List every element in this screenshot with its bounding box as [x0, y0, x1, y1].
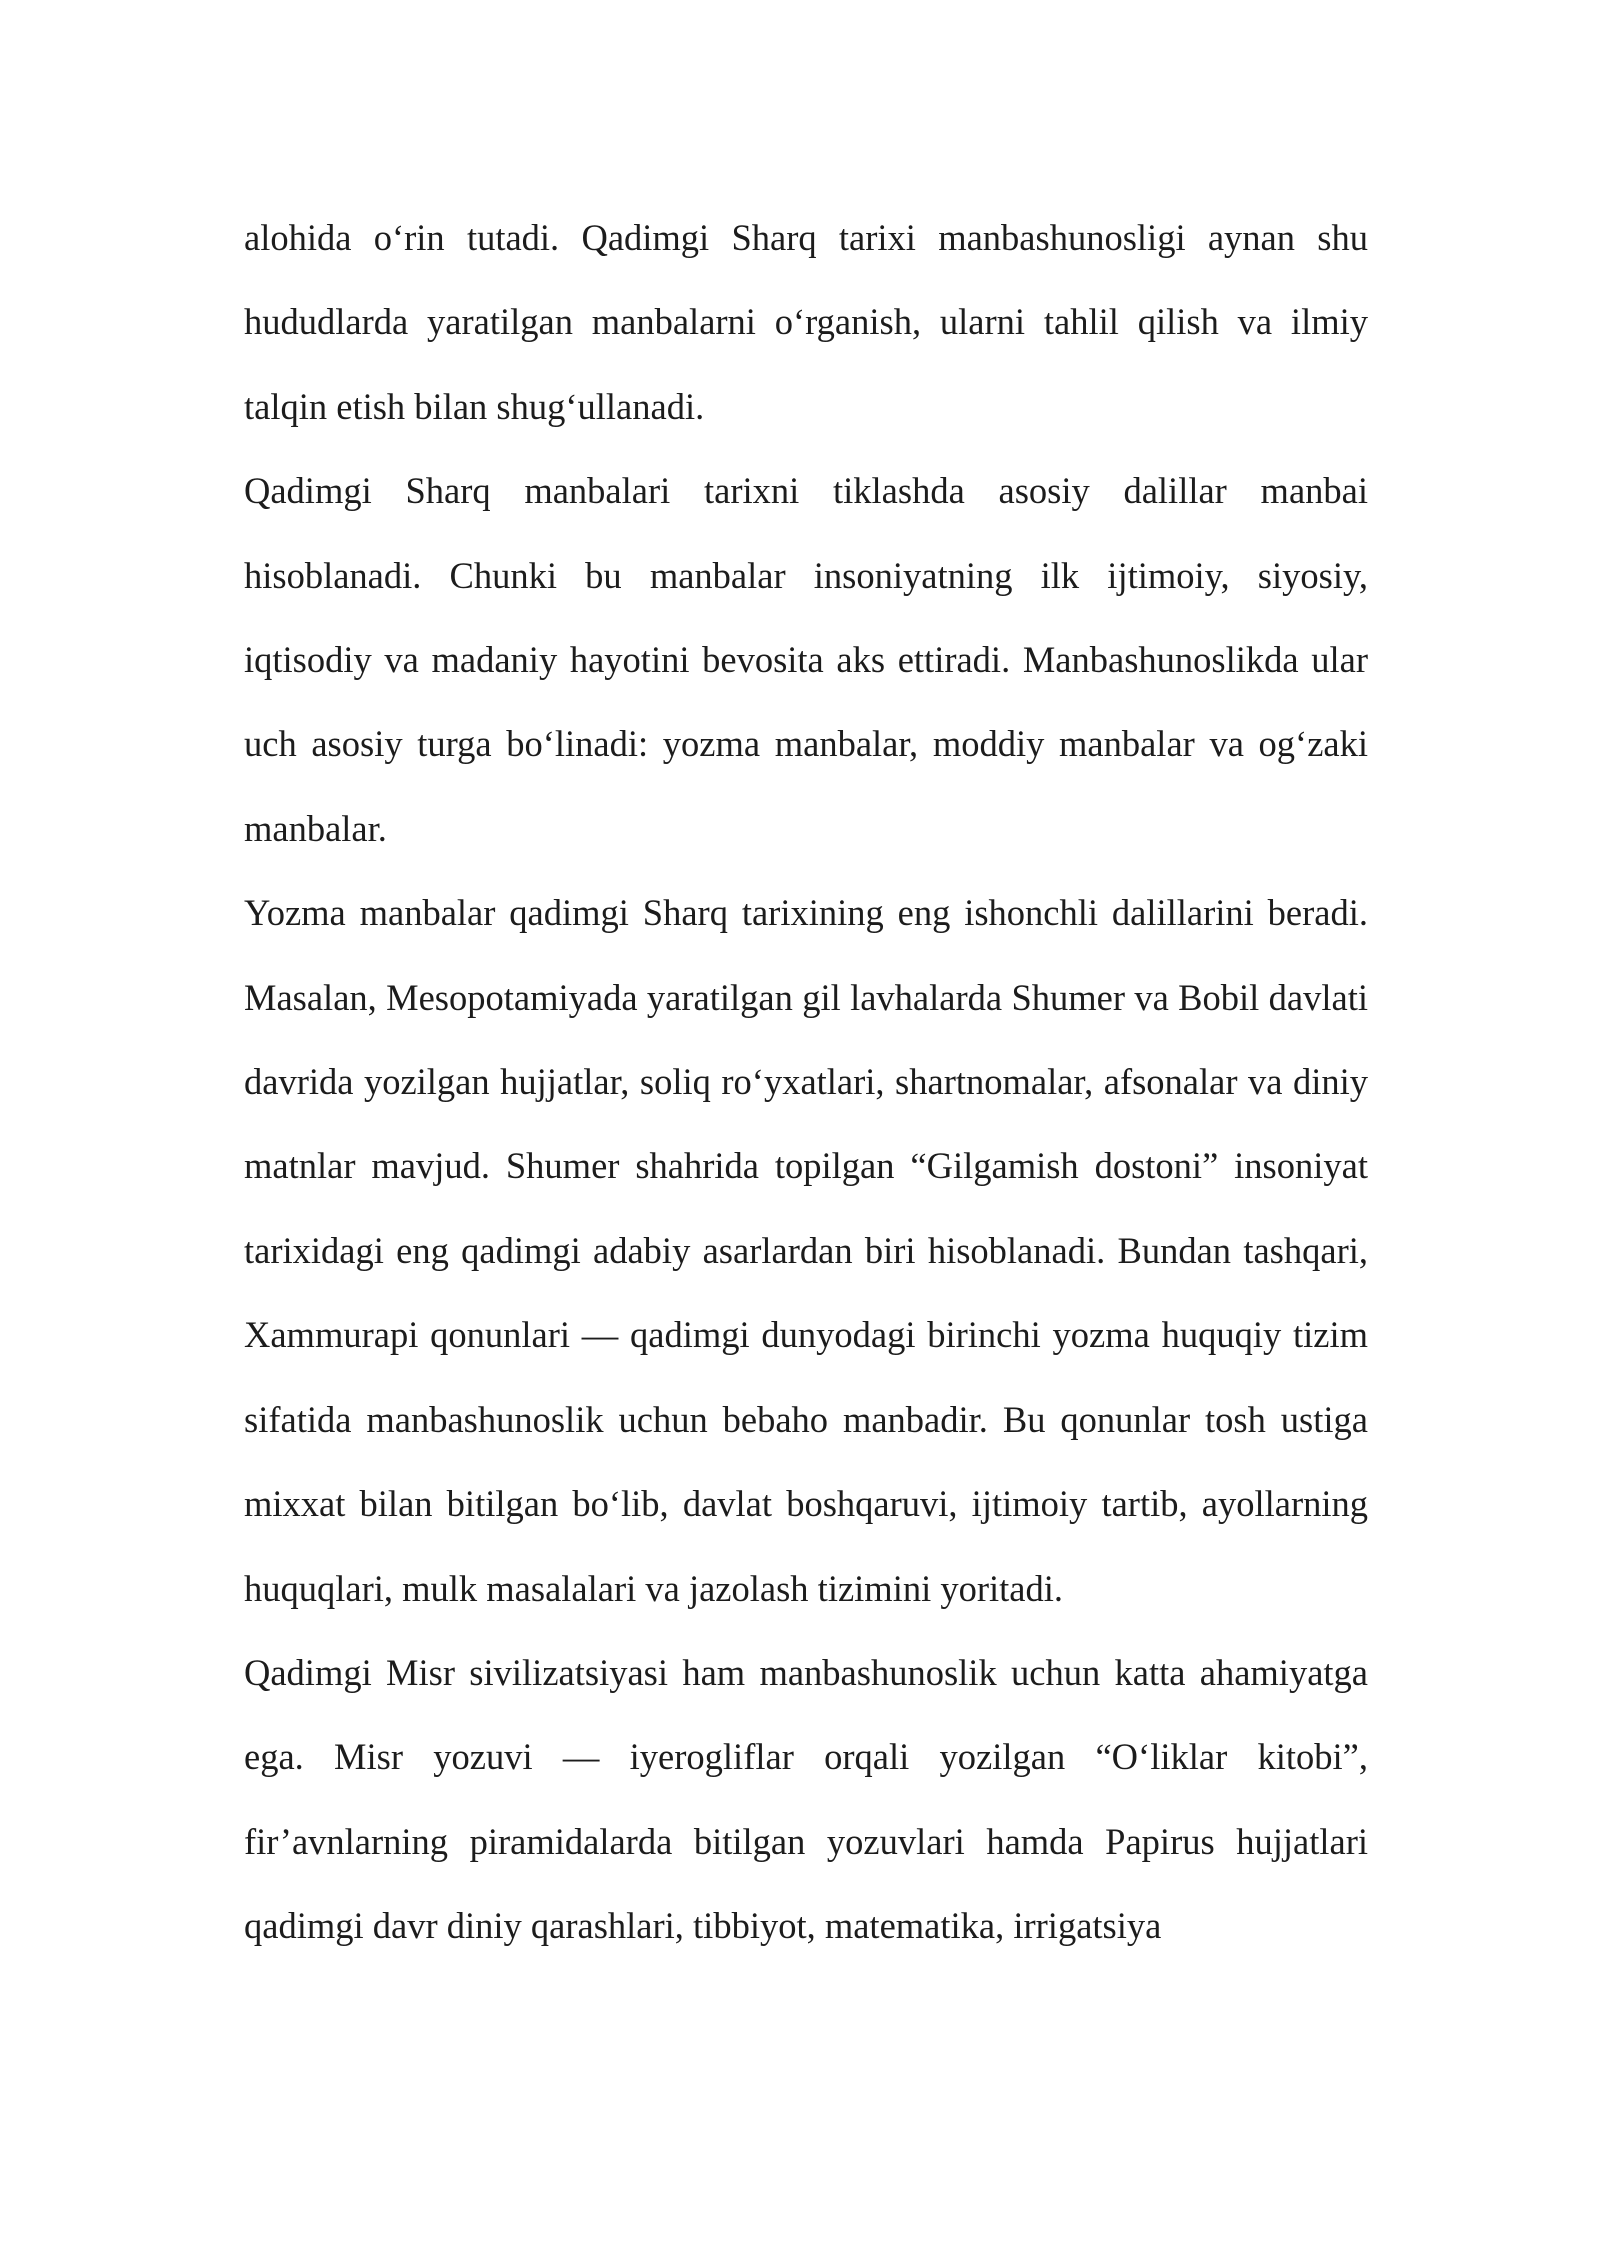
- paragraph-4: Qadimgi Misr sivilizatsiyasi ham manbashunoslik uchun katta ahamiyatga ega. Misr yozuvi — iyerogliflar orqali yozilgan “O‘liklar kitobi”, fir’avnlarning piramidalarda bitilgan yozuvlari hamda Papirus hujjatlari qadimgi davr diniy qarashlari, tibbiyot, matematika, irrigatsiya: [244, 1651, 1368, 1947]
- paragraph-2: Qadimgi Sharq manbalari tarixni tiklashda asosiy dalillar manbai hisoblanadi. Chunki bu manbalar insoniyatning ilk ijtimoiy, siyosiy, iqtisodiy va madaniy hayotini bevosita aks ettiradi. Manbashunoslikda ular uch asosiy turga bo‘linadi: yozma manbalar, moddiy manbalar va og‘zaki manbalar.: [244, 470, 1368, 849]
- paragraph-3: Yozma manbalar qadimgi Sharq tarixining eng ishonchli dalillarini beradi. Masalan, Mesopotamiyada yaratilgan gil lavhalarda Shumer va Bobil davlati davrida yozilgan hujjatlar, soliq ro‘yxatlari, shartnomalar, afsonalar va diniy matnlar mavjud. Shumer shahrida topilgan “Gilgamish dostoni” insoniyat tarixidagi eng qadimgi adabiy asarlardan biri hisoblanadi. Bundan tashqari, Xammurapi qonunlari — qadimgi dunyodagi birinchi yozma huquqiy tizim sifatida manbashunoslik uchun bebaho manbadir. Bu qonunlar tosh ustiga mixxat bilan bitilgan bo‘lib, davlat boshqaruvi, ijtimoiy tartib, ayollarning huquqlari, mulk masalalari va jazolash tizimini yoritadi.: [244, 892, 1368, 1609]
- body-text: [244, 196, 1368, 1969]
- paragraph-1: alohida o‘rin tutadi. Qadimgi Sharq tarixi manbashunosligi aynan shu hududlarda yaratilgan manbalarni o‘rganish, ularni tahlil qilish va ilmiy talqin etish bilan shug‘ullanadi.: [244, 217, 1368, 427]
